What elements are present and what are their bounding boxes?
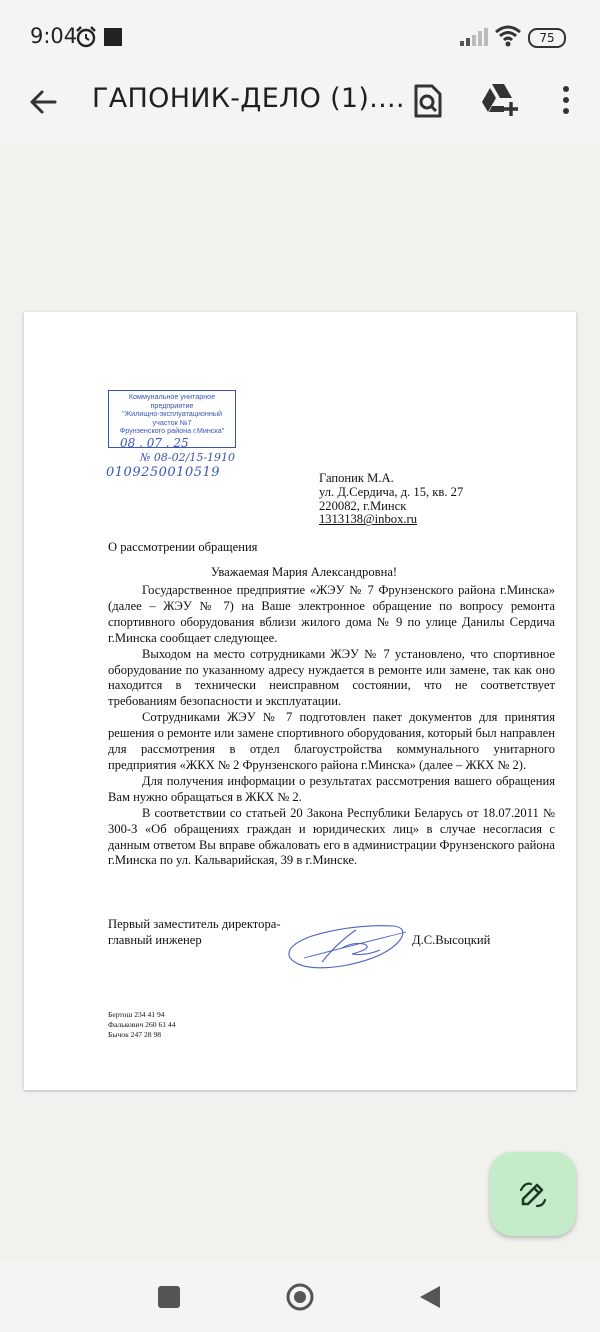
- addressee-street: ул. Д.Сердича, д. 15, кв. 27: [319, 484, 464, 499]
- home-button[interactable]: [285, 1282, 315, 1312]
- battery-indicator: 75: [528, 28, 566, 48]
- stamp-line: участок №7: [152, 417, 192, 427]
- wifi-icon: [494, 24, 522, 48]
- paragraph: В соответствии со статьей 20 Закона Республики Беларусь от 18.07.2011 № 300-З «Об обращениях граждан и юридических лиц» в случае несогласия с данным ответом Вы вправе обжаловать его в администрации Фрунзенского района г.Минска по ул. Кальварийская, 39 в г.Минске.: [108, 805, 555, 868]
- annotate-fab-button[interactable]: [490, 1152, 576, 1236]
- paragraph: Государственное предприятие «ЖЭУ № 7 Фрунзенского района г.Минска» (далее – ЖЭУ № 7) на Ваше электронное обращение по вопросу ремонта спортивного оборудования вблизи жилого дома № 9 по улице Данилы Сердича г.Минска сообщает следующее.: [108, 583, 555, 645]
- recent-apps-button[interactable]: [158, 1286, 180, 1308]
- notification-icon: [104, 28, 122, 46]
- status-time: 9:04: [30, 24, 78, 48]
- signatory-title: [108, 916, 281, 948]
- stamp-line: предприятие: [150, 400, 194, 410]
- system-nav-bar: [0, 1262, 600, 1332]
- signatory-title-line: Первый заместитель директора-: [108, 917, 281, 931]
- addressee-email[interactable]: 1313138@inbox.ru: [319, 512, 418, 527]
- paragraph: Сотрудниками ЖЭУ № 7 подготовлен пакет документов для принятия решения о ремонте или замене спортивного оборудования, который был направлен для рассмотрения в отдел благоустройства коммунального унитарного предприятия «ЖКХ № 2 Фрунзенского района г.Минска» (далее – ЖКХ № 2).: [108, 710, 555, 772]
- contact-line: Бычок 247 28 98: [108, 1030, 162, 1039]
- app-bar: [0, 72, 600, 144]
- edit-pen-icon: [517, 1178, 549, 1210]
- document-title: ГАПОНИК-ДЕЛО (1)....: [92, 83, 405, 114]
- back-arrow-icon[interactable]: [28, 87, 58, 117]
- letter-subject: О рассмотрении обращения: [108, 540, 258, 554]
- stamp-date: 08 . 07 . 25: [120, 436, 189, 450]
- back-nav-button[interactable]: [418, 1284, 442, 1310]
- letter-body: [108, 583, 555, 869]
- addressee-block: [319, 472, 463, 527]
- alarm-icon: [74, 25, 98, 49]
- stamp-line: Фрунзенского района г.Минска": [119, 426, 225, 435]
- addressee-name: Гапоник М.А.: [319, 471, 394, 485]
- more-options-icon[interactable]: [556, 84, 576, 116]
- signatory-name: Д.С.Высоцкий: [412, 933, 491, 947]
- paragraph: Для получения информации о результатах рассмотрения вашего обращения Вам нужно обращаться в ЖКХ № 2.: [108, 773, 555, 804]
- stamp-outgoing-ref: № 08-02/15-1910: [140, 451, 236, 464]
- add-to-drive-icon[interactable]: [480, 82, 520, 118]
- signatory-title-line: главный инженер: [108, 933, 202, 947]
- status-bar: [0, 0, 600, 72]
- signal-icon: [460, 28, 488, 46]
- stamp-registration-number: 0109250010519: [106, 465, 221, 480]
- contact-line: Бертош 234 41 94: [108, 1010, 165, 1019]
- paragraph: Выходом на место сотрудниками ЖЭУ № 7 установлено, что спортивное оборудование по указанному адресу нуждается в ремонте или замене, так как оно находится в технически неисправном состоянии, что не соответствует требованиям безопасности и эксплуатации.: [108, 646, 555, 709]
- salutation: Уважаемая Мария Александровна!: [210, 565, 398, 579]
- stamp-line: Коммунальное унитарное: [128, 392, 216, 401]
- contact-line: Фалькович 260 61 44: [108, 1020, 176, 1029]
- stamp-line: "Жилищно-эксплуатационный: [121, 409, 223, 418]
- handwritten-signature: [282, 918, 412, 972]
- document-page: [24, 312, 576, 1090]
- addressee-city: 220082, г.Минск: [319, 498, 407, 513]
- contacts-block: [108, 1010, 176, 1040]
- find-in-document-icon[interactable]: [412, 84, 444, 118]
